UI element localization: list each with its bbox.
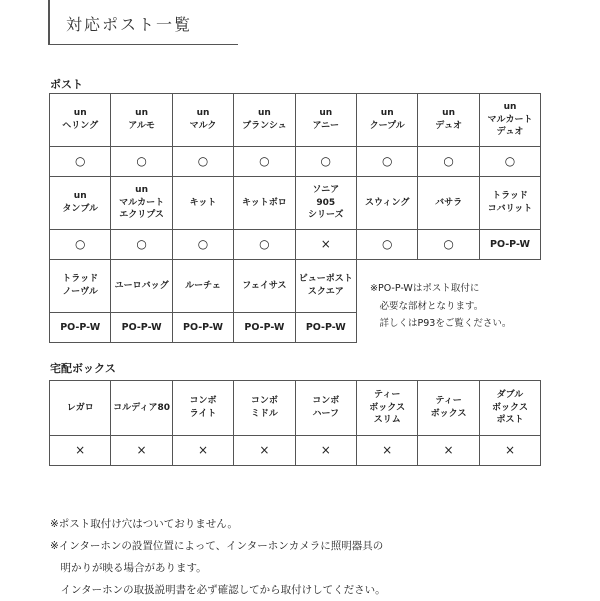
post-name-cell: ユーロバッグ <box>110 259 172 313</box>
post-section-label: ポスト <box>50 78 83 91</box>
note-line: ※ポスト取付け穴はついておりません。 <box>50 518 238 530</box>
post-name-cell: un アニー <box>295 93 357 147</box>
post-compat-cell: PO-P-W <box>295 312 357 343</box>
post-compat-cell: PO-P-W <box>172 312 234 343</box>
box-compat-cell: × <box>233 435 295 466</box>
post-compat-cell: ○ <box>49 146 111 177</box>
box-name-cell: コンボ ライト <box>172 380 234 436</box>
post-name-cell: ビューポスト スクエア <box>295 259 357 313</box>
box-name-cell: ティー ボックス スリム <box>356 380 418 436</box>
post-name-cell: un クープル <box>356 93 418 147</box>
post-compat-cell: ○ <box>110 229 172 260</box>
post-name-cell: ソニア 905 シリーズ <box>295 176 357 230</box>
post-name-cell: un タンブル <box>49 176 111 230</box>
box-name-cell: コンボ ハーフ <box>295 380 357 436</box>
note-line: 詳しくはP93をご覧ください。 <box>370 318 512 329</box>
post-compat-cell: PO-P-W <box>233 312 295 343</box>
post-name-cell: バサラ <box>417 176 479 230</box>
box-name-cell: ティー ボックス <box>417 380 479 436</box>
post-compat-cell: ○ <box>295 146 357 177</box>
post-name-cell: キット <box>172 176 234 230</box>
box-name-cell: レガロ <box>49 380 111 436</box>
box-compat-cell: × <box>356 435 418 466</box>
post-compat-cell: PO-P-W <box>479 229 541 260</box>
box-compat-cell: × <box>172 435 234 466</box>
post-name-cell: un マルカート デュオ <box>479 93 541 147</box>
post-name-cell: un マルク <box>172 93 234 147</box>
box-name-cell: コルディア80 <box>110 380 172 436</box>
box-compat-cell: × <box>49 435 111 466</box>
post-compat-cell: ○ <box>356 229 418 260</box>
post-name-cell: トラッド ノーヴル <box>49 259 111 313</box>
post-name-cell: un ヘリング <box>49 93 111 147</box>
note-line: インターホンの取扱説明書を必ず確認してから取付けしてください。 <box>50 584 386 596</box>
post-compat-cell: ○ <box>479 146 541 177</box>
post-compat-cell: ○ <box>417 229 479 260</box>
title-frame <box>48 0 238 45</box>
post-compat-cell: ○ <box>110 146 172 177</box>
post-compat-cell: ○ <box>356 146 418 177</box>
post-name-cell: ルーチェ <box>172 259 234 313</box>
box-compat-cell: × <box>295 435 357 466</box>
box-compat-cell: × <box>417 435 479 466</box>
post-name-cell: un マルカート エクリプス <box>110 176 172 230</box>
post-compat-cell: ○ <box>233 146 295 177</box>
post-compat-cell: PO-P-W <box>49 312 111 343</box>
box-compat-cell: × <box>479 435 541 466</box>
box-section-label: 宅配ボックス <box>50 362 116 375</box>
page-title: 対応ポスト一覧 <box>66 15 193 34</box>
post-compat-cell: × <box>295 229 357 260</box>
post-compat-cell: PO-P-W <box>110 312 172 343</box>
post-name-cell: un アルモ <box>110 93 172 147</box>
po-p-w-note <box>370 280 511 333</box>
post-compat-cell: ○ <box>233 229 295 260</box>
post-name-cell: スウィング <box>356 176 418 230</box>
note-line: 明かりが映る場合があります。 <box>50 562 207 574</box>
box-name-cell: コンボ ミドル <box>233 380 295 436</box>
post-compat-cell: ○ <box>417 146 479 177</box>
note-line: 必要な部材となります。 <box>370 300 484 312</box>
post-compat-cell: ○ <box>172 229 234 260</box>
post-name-cell: un デュオ <box>417 93 479 147</box>
post-name-cell: トラッド コバリット <box>479 176 541 230</box>
note-line: ※インターホンの設置位置によって、インターホンカメラに照明器具の <box>50 540 384 552</box>
post-name-cell: キットボロ <box>233 176 295 230</box>
notes <box>50 513 386 601</box>
post-compat-cell: ○ <box>49 229 111 260</box>
post-name-cell: フェイサス <box>233 259 295 313</box>
box-name-cell: ダブル ボックス ポスト <box>479 380 541 436</box>
box-compat-cell: × <box>110 435 172 466</box>
post-name-cell: un ブランシュ <box>233 93 295 147</box>
note-line: ※PO-P-Wはポスト取付に <box>370 283 480 294</box>
post-compat-cell: ○ <box>172 146 234 177</box>
